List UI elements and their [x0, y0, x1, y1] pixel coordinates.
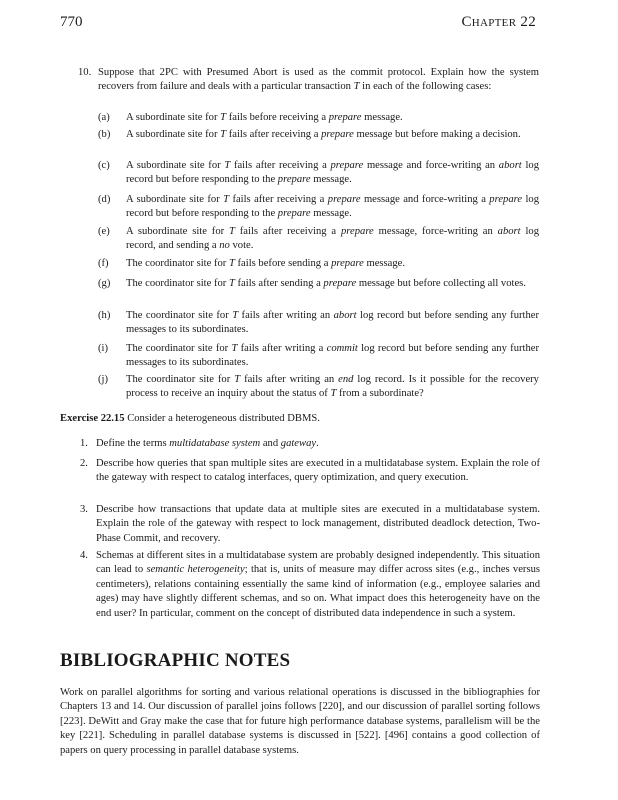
case-item [98, 342, 539, 371]
item-number: 2. [80, 458, 88, 469]
page-number: 770 [60, 14, 83, 30]
case-label: (b) [98, 129, 111, 140]
exercise-item [80, 457, 540, 486]
exercise-item [80, 549, 540, 621]
case-text: The coordinator site for T fails after writing an end log record. Is it possible for the recovery process to receive an inquiry about the status of T from a subordinate? [126, 374, 539, 400]
case-text: A subordinate site for T fails before receiving a prepare message. [126, 112, 403, 123]
case-label: (e) [98, 226, 110, 237]
case-item [98, 159, 539, 188]
case-text: The coordinator site for T fails before sending a prepare message. [126, 258, 406, 269]
case-item [98, 225, 539, 254]
case-text: The coordinator site for T fails after sending a prepare message but before collecting all votes. [126, 278, 526, 289]
exercise-title: Exercise 22.15 [60, 413, 125, 424]
exercise-item [80, 503, 540, 546]
case-item [98, 373, 539, 402]
item-text: Describe how queries that span multiple sites are executed in a multidatabase system. Explain the role of the gateway with respect to catalog interfaces, query optimization, and query execution. [96, 458, 540, 484]
case-text: A subordinate site for T fails after receiving a prepare message and force-writing an abort log record but before responding to the prepare message. [126, 160, 539, 186]
case-label: (c) [98, 160, 110, 171]
case-text: A subordinate site for T fails after receiving a prepare message but before making a decision. [126, 129, 521, 140]
case-text: A subordinate site for T fails after receiving a prepare message and force-writing a prepare log record but before responding to the prepare message. [126, 194, 539, 220]
exercise-intro: Consider a heterogeneous distributed DBMS. [127, 413, 320, 424]
case-item [98, 257, 539, 271]
item-text: Schemas at different sites in a multidatabase system are probably designed independently. This situation can lead to semantic heterogeneity; that is, units of measure may differ across sites (e.g., inches versus centimeters), relations containing essentially the same kind of information (e.g., employee salaries and ages) may have slightly different schemas, and so on. What impact does this heterogeneity have on the end user? In particular, comment on the concept of distributed data independence in such a system. [96, 550, 541, 619]
exercise-item [80, 437, 540, 451]
case-label: (f) [98, 258, 109, 269]
case-text: The coordinator site for T fails after writing an abort log record but before sending any further messages to its subordinates. [126, 310, 539, 336]
case-label: (i) [98, 343, 108, 354]
question-text: Suppose that 2PC with Presumed Abort is used as the commit protocol. Explain how the system recovers from failure and deals with a particular transaction T in each of the following cases: [98, 67, 539, 93]
case-label: (h) [98, 310, 111, 321]
section-heading: BIBLIOGRAPHIC NOTES [60, 650, 291, 671]
case-label: (j) [98, 374, 108, 385]
case-item [98, 193, 539, 222]
item-number: 4. [80, 550, 88, 561]
exercise-heading [60, 412, 540, 426]
case-label: (d) [98, 194, 111, 205]
case-label: (a) [98, 112, 110, 123]
case-text: A subordinate site for T fails after receiving a prepare message, force-writing an abort log record, and sending a no vote. [126, 226, 540, 252]
item-number: 1. [80, 438, 88, 449]
item-number: 3. [80, 504, 88, 515]
chapter-heading: Chapter 22 [461, 14, 536, 30]
case-item [98, 309, 539, 338]
question-number: 10. [78, 67, 92, 78]
question-10 [78, 66, 539, 95]
case-text: The coordinator site for T fails after writing a commit log record but before sending any further messages to its subordinates. [126, 343, 539, 369]
case-item [98, 277, 539, 291]
item-text: Define the terms multidatabase system and gateway. [96, 438, 319, 449]
case-item [98, 128, 539, 142]
case-label: (g) [98, 278, 111, 289]
bibliographic-text: Work on parallel algorithms for sorting and various relational operations is discussed in the bibliographies for Chapters 13 and 14. Our discussion of parallel joins follows [220], and our discussion of parallel sorting follows [223]. DeWitt and Gray make the case that for future high performance database systems, parallelism will be the key [221]. Scheduling in parallel database systems is discussed in [522]. [496] contains a good collection of papers on query processing in parallel database systems. [60, 687, 540, 756]
item-text: Describe how transactions that update data at multiple sites are executed in a multidatabase system. Explain the role of the gateway with respect to lock management, distributed deadlock detection, Two-Phase Commit, and recovery. [96, 504, 540, 544]
case-item [98, 111, 539, 125]
